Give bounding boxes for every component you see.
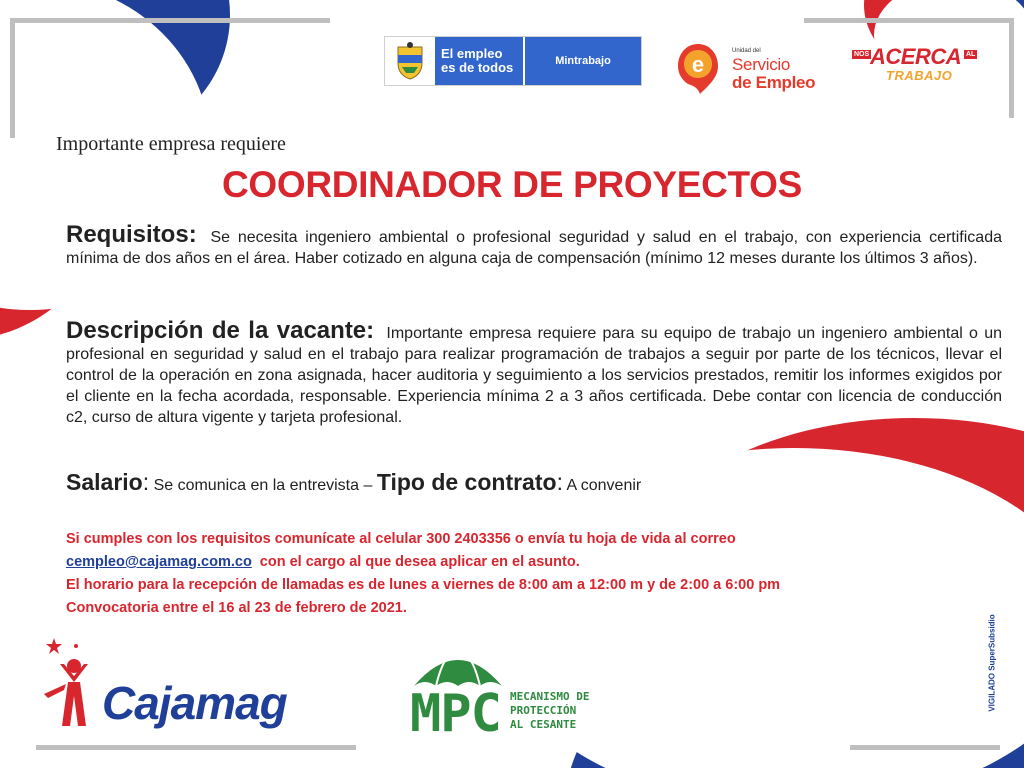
contrato-label: Tipo de contrato (376, 469, 557, 495)
servicio-line2: de Empleo (732, 73, 816, 92)
descripcion-text: Importante empresa requiere para su equipo de trabajo un ingeniero ambiental o un profesional en seguridad y salud en el trabajo para realizar programación de trabajos a seguir por parte de los técnicos, llevar el control de la operación en zona asignada, hacer auditoria y seguimiento a los servicios prestados, remitir los informes exigidos por el cliente en la fecha acordada, responsable. Experiencia mínima 2 a 3 años certificada. Debe contar con licencia de conducción c2, curso de altura vigente y tarjeta profesional. (66, 325, 1002, 426)
frame-line-bottom-left (36, 745, 356, 750)
acerca-sub: TRABAJO (886, 68, 953, 83)
mpc-letters: MPC (410, 684, 501, 744)
cajamag-figure-icon (40, 634, 110, 734)
servicio-empleo-drop-icon (676, 42, 720, 96)
requisitos-section (66, 221, 1002, 269)
acerca-main: ACERCA (870, 44, 962, 69)
mpc-logo (404, 646, 604, 750)
frame-line-top-left (10, 18, 330, 138)
descripcion-section (66, 317, 1002, 428)
gov-slogan (435, 37, 523, 85)
salario-label: Salario: (66, 469, 150, 495)
contact-line2 (66, 551, 886, 574)
salario-section: Salario: Se comunica en la entrevista – Tipo de contrato: A convenir (66, 469, 642, 495)
acerca-trabajo-logo (852, 44, 980, 88)
mpc-line3: AL CESANTE (510, 718, 577, 731)
ministry-label: Mintrabajo (523, 37, 641, 85)
mpc-line1: MECANISMO DE (510, 690, 590, 703)
servicio-empleo-logo (676, 42, 826, 104)
contact-line4: Convocatoria entre el 16 al 23 de febrero de 2021. (66, 600, 407, 616)
contact-line1: Si cumples con los requisitos comunícate al celular 300 2403356 o envía tu hoja de vida al correo (66, 531, 736, 547)
servicio-line1: Servicio (732, 55, 791, 74)
gov-slogan-line1: El empleo (441, 46, 503, 61)
descripcion-label: Descripción de la vacante: (66, 317, 375, 344)
vigilado-text: VIGILADO SuperSubsidio (987, 614, 997, 712)
contact-line2-text: con el cargo al que desea aplicar en el asunto. (259, 554, 580, 570)
intro-text: Importante empresa requiere (56, 133, 286, 155)
cajamag-wordmark: Cajamag (102, 677, 287, 729)
colombia-shield-icon (385, 37, 435, 85)
vigilado-label (984, 598, 1000, 728)
salario-text: Se comunica en la entrevista – (153, 477, 373, 494)
gov-banner-logo (384, 36, 642, 86)
servicio-small-text: Unidad del (732, 48, 761, 54)
cajamag-logo (40, 634, 330, 736)
acerca-al: AL (966, 51, 976, 58)
requisitos-label: Requisitos: (66, 221, 197, 248)
email-link[interactable]: cempleo@cajamag.com.co (66, 554, 252, 570)
contrato-text: A convenir (566, 477, 642, 494)
mpc-line2: PROTECCIÓN (510, 704, 577, 717)
frame-line-bottom-right (850, 745, 1000, 750)
contact-line3: El horario para la recepción de llamadas es de lunes a viernes de 8:00 am a 12:00 m y de 2:00 a 6:00 pm (66, 577, 781, 593)
svg-text:e: e (691, 52, 705, 77)
mpc-text (510, 690, 589, 732)
contact-section (66, 528, 886, 620)
requisitos-text: Se necesita ingeniero ambiental o profesional seguridad y salud en el trabajo, con experiencia certificada mínima de dos años en el área. Haber cotizado en alguna caja de compensación (mínimo 12 meses durante los últimos 3 años). (66, 229, 1002, 267)
gov-slogan-line2: es de todos (441, 60, 514, 75)
acerca-nos: NOS (854, 51, 870, 58)
page-title: COORDINADOR DE PROYECTOS (221, 164, 803, 205)
